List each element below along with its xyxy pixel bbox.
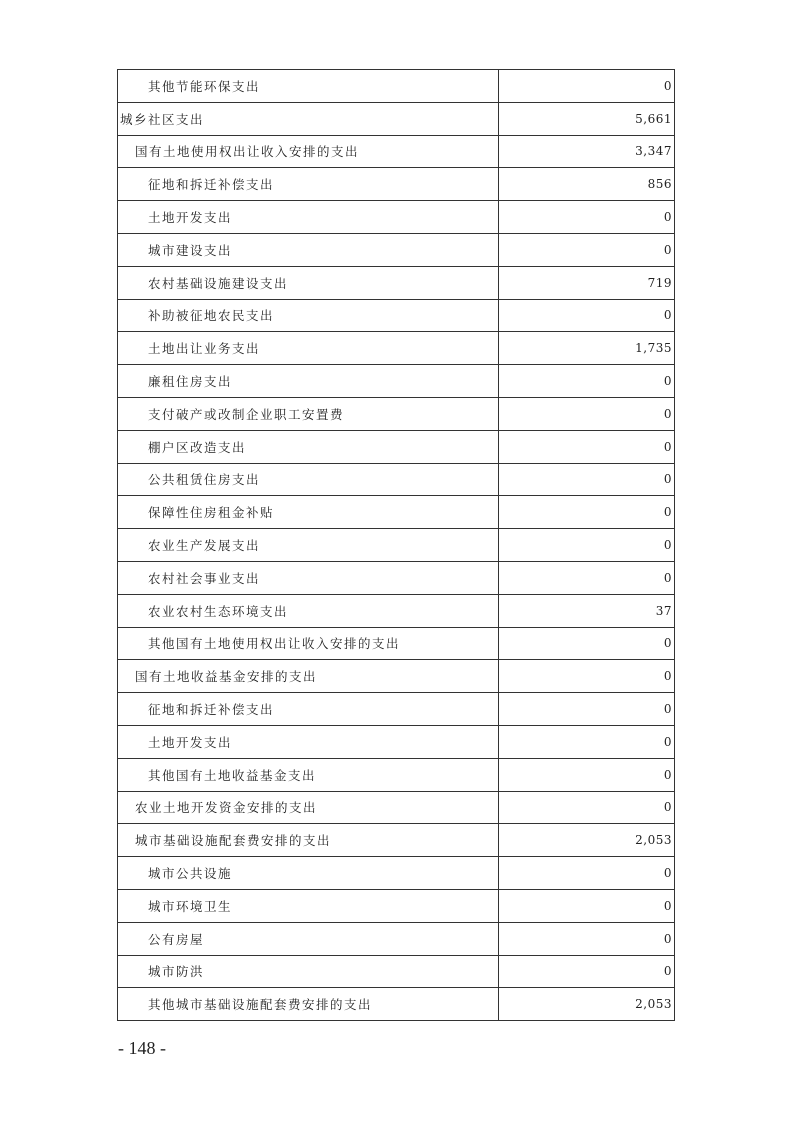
expenditure-amount: 1,735 — [499, 332, 675, 365]
expenditure-amount: 719 — [499, 266, 675, 299]
table-row — [118, 857, 675, 890]
expenditure-amount: 5,661 — [499, 102, 675, 135]
expenditure-item-name: 城市环境卫生 — [118, 889, 499, 922]
table-row — [118, 988, 675, 1021]
expenditure-item-name: 农业土地开发资金安排的支出 — [118, 791, 499, 824]
expenditure-amount: 0 — [499, 758, 675, 791]
expenditure-item-name: 其他国有土地使用权出让收入安排的支出 — [118, 627, 499, 660]
table-row — [118, 725, 675, 758]
table-row — [118, 299, 675, 332]
table-row — [118, 233, 675, 266]
expenditure-amount: 0 — [499, 561, 675, 594]
table-row — [118, 889, 675, 922]
expenditure-item-name: 农村社会事业支出 — [118, 561, 499, 594]
expenditure-amount: 0 — [499, 791, 675, 824]
expenditure-item-name: 国有土地使用权出让收入安排的支出 — [118, 135, 499, 168]
expenditure-amount: 37 — [499, 594, 675, 627]
table-row — [118, 463, 675, 496]
expenditure-amount: 0 — [499, 529, 675, 562]
expenditure-item-name: 补助被征地农民支出 — [118, 299, 499, 332]
expenditure-amount: 0 — [499, 496, 675, 529]
expenditure-item-name: 公共租赁住房支出 — [118, 463, 499, 496]
table-row — [118, 496, 675, 529]
expenditure-item-name: 城市公共设施 — [118, 857, 499, 890]
expenditure-item-name: 其他城市基础设施配套费安排的支出 — [118, 988, 499, 1021]
expenditure-item-name: 土地开发支出 — [118, 201, 499, 234]
table-row — [118, 529, 675, 562]
expenditure-item-name: 其他节能环保支出 — [118, 70, 499, 103]
expenditure-item-name: 保障性住房租金补贴 — [118, 496, 499, 529]
expenditure-item-name: 支付破产或改制企业职工安置费 — [118, 397, 499, 430]
expenditure-item-name: 土地出让业务支出 — [118, 332, 499, 365]
table-row — [118, 168, 675, 201]
expenditure-amount: 0 — [499, 627, 675, 660]
expenditure-item-name: 城乡社区支出 — [118, 102, 499, 135]
expenditure-amount: 0 — [499, 889, 675, 922]
expenditure-amount: 0 — [499, 70, 675, 103]
expenditure-item-name: 农业农村生态环境支出 — [118, 594, 499, 627]
expenditure-amount: 3,347 — [499, 135, 675, 168]
expenditure-amount: 0 — [499, 430, 675, 463]
table-row — [118, 955, 675, 988]
expenditure-amount: 0 — [499, 201, 675, 234]
expenditure-item-name: 土地开发支出 — [118, 725, 499, 758]
table-row — [118, 693, 675, 726]
expenditure-amount: 856 — [499, 168, 675, 201]
table-row — [118, 266, 675, 299]
expenditure-amount: 0 — [499, 693, 675, 726]
expenditure-item-name: 征地和拆迁补偿支出 — [118, 168, 499, 201]
table-row — [118, 561, 675, 594]
expenditure-amount: 2,053 — [499, 988, 675, 1021]
expenditure-amount: 0 — [499, 365, 675, 398]
table-row — [118, 791, 675, 824]
page-number: - 148 - — [118, 1038, 166, 1058]
expenditure-amount: 0 — [499, 660, 675, 693]
table-row — [118, 430, 675, 463]
table-row — [118, 660, 675, 693]
expenditure-item-name: 农村基础设施建设支出 — [118, 266, 499, 299]
table-row — [118, 102, 675, 135]
expenditure-item-name: 城市建设支出 — [118, 233, 499, 266]
table-row — [118, 397, 675, 430]
table-row — [118, 332, 675, 365]
table-row — [118, 824, 675, 857]
expenditure-item-name: 征地和拆迁补偿支出 — [118, 693, 499, 726]
expenditure-item-name: 公有房屋 — [118, 922, 499, 955]
table-row — [118, 758, 675, 791]
expenditure-amount: 0 — [499, 463, 675, 496]
expenditure-item-name: 农业生产发展支出 — [118, 529, 499, 562]
expenditure-item-name: 城市防洪 — [118, 955, 499, 988]
table-body — [118, 70, 675, 1021]
expenditure-item-name: 国有土地收益基金安排的支出 — [118, 660, 499, 693]
expenditure-item-name: 棚户区改造支出 — [118, 430, 499, 463]
table-row — [118, 922, 675, 955]
expenditure-amount: 0 — [499, 299, 675, 332]
expenditure-amount: 0 — [499, 857, 675, 890]
table-row — [118, 135, 675, 168]
expenditure-amount: 0 — [499, 233, 675, 266]
table-row — [118, 627, 675, 660]
expenditure-item-name: 城市基础设施配套费安排的支出 — [118, 824, 499, 857]
table-row — [118, 594, 675, 627]
expenditure-amount: 0 — [499, 725, 675, 758]
expenditure-item-name: 其他国有土地收益基金支出 — [118, 758, 499, 791]
expenditure-amount: 0 — [499, 922, 675, 955]
budget-expenditure-table — [117, 69, 675, 1021]
table-row — [118, 201, 675, 234]
expenditure-amount: 0 — [499, 955, 675, 988]
table-row — [118, 365, 675, 398]
expenditure-amount: 2,053 — [499, 824, 675, 857]
expenditure-item-name: 廉租住房支出 — [118, 365, 499, 398]
table-row — [118, 70, 675, 103]
expenditure-amount: 0 — [499, 397, 675, 430]
